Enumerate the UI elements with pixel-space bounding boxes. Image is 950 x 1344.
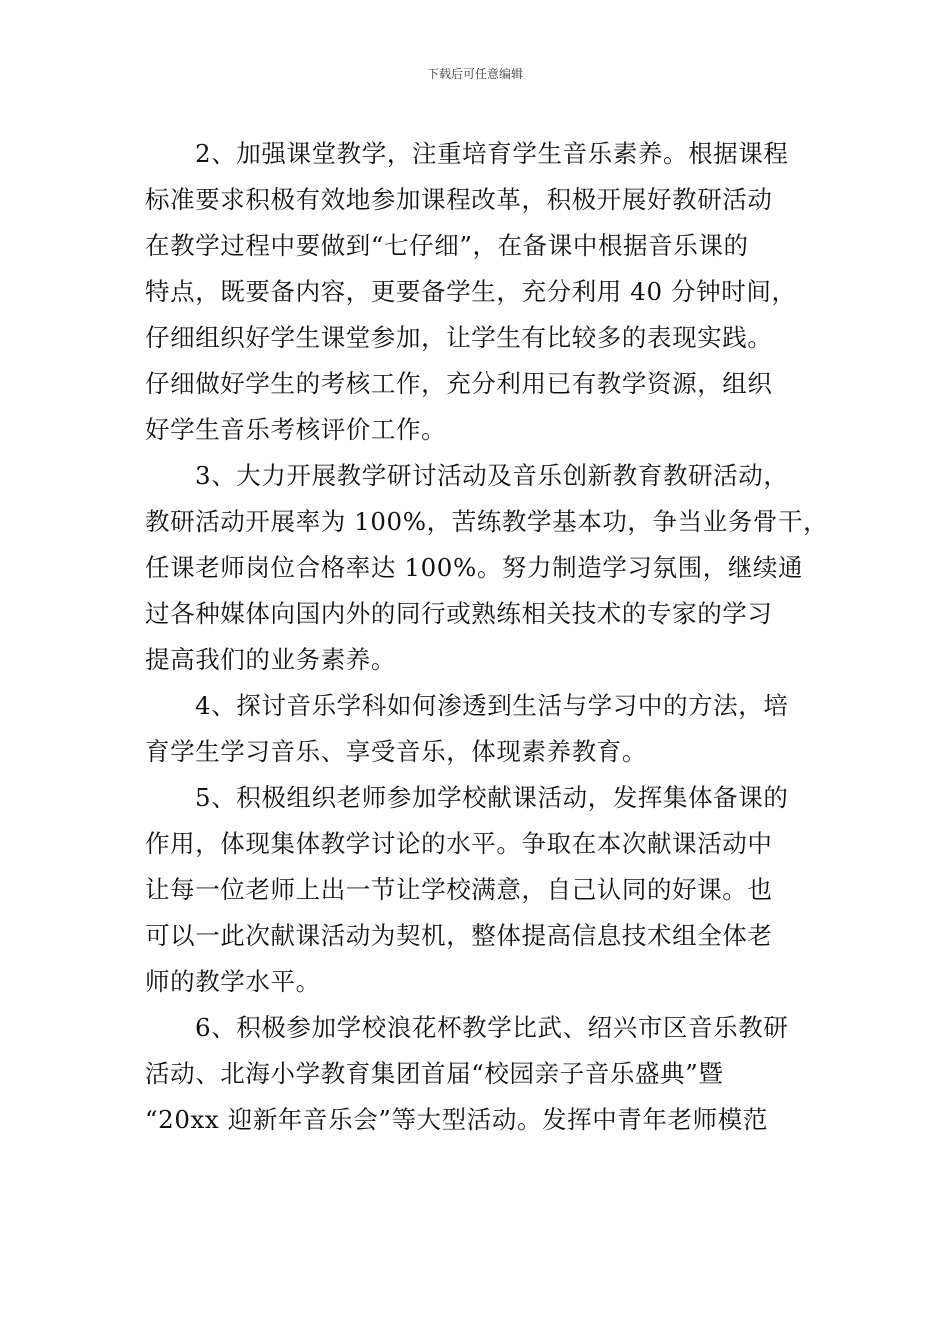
paragraph-5 (145, 775, 810, 1005)
paragraph-line: 育学生学习音乐、享受音乐，体现素养教育。 (145, 737, 647, 766)
paragraph-line: 活动、北海小学教育集团首届“校园亲子音乐盛典”暨 (145, 1059, 724, 1088)
paragraph-line: “20xx 迎新年音乐会”等大型活动。发挥中青年老师模范 (145, 1105, 768, 1134)
document-body (145, 131, 829, 1143)
paragraph-line: 4、探讨音乐学科如何渗透到生活与学习中的方法，培 (195, 691, 789, 720)
paragraph-line: 可以一此次献课活动为契机，整体提高信息技术组全体老 (145, 921, 773, 950)
paragraph-line: 作用，体现集体教学讨论的水平。争取在本次献课活动中 (145, 829, 773, 858)
paragraph-line: 3、大力开展教学研讨活动及音乐创新教育教研活动， (195, 461, 789, 490)
paragraph-line: 让每一位老师上出一节让学校满意，自己认同的好课。也 (145, 875, 773, 904)
paragraph-line: 2、加强课堂教学，注重培育学生音乐素养。根据课程 (195, 139, 789, 168)
paragraph-line: 5、积极组织老师参加学校献课活动，发挥集体备课的 (195, 783, 789, 812)
paragraph-line: 特点，既要备内容，更要备学生，充分利用 40 分钟时间， (145, 277, 797, 306)
paragraph-line: 提高我们的业务素养。 (145, 645, 396, 674)
paragraph-line: 好学生音乐考核评价工作。 (145, 415, 447, 444)
paragraph-line: 标准要求积极有效地参加课程改革，积极开展好教研活动 (145, 185, 773, 214)
paragraph-6 (145, 1005, 810, 1143)
paragraph-line: 任课老师岗位合格率达 100%。努力制造学习氛围，继续通 (145, 553, 804, 582)
paragraph-line: 6、积极参加学校浪花杯教学比武、绍兴市区音乐教研 (195, 1013, 789, 1042)
page-header: 下载后可任意编辑 (426, 67, 523, 81)
paragraph-line: 师的教学水平。 (145, 967, 321, 996)
paragraph-3 (145, 453, 829, 683)
paragraph-line: 仔细组织好学生课堂参加，让学生有比较多的表现实践。 (145, 323, 773, 352)
paragraph-line: 仔细做好学生的考核工作，充分利用已有教学资源，组织 (145, 369, 773, 398)
paragraph-line: 过各种媒体向国内外的同行或熟练相关技术的专家的学习 (145, 599, 773, 628)
paragraph-4 (145, 683, 810, 775)
paragraph-line: 在教学过程中要做到“七仔细”，在备课中根据音乐课的 (145, 231, 749, 260)
paragraph-line: 教研活动开展率为 100%，苦练教学基本功，争当业务骨干， (145, 507, 829, 536)
paragraph-2 (145, 131, 810, 453)
